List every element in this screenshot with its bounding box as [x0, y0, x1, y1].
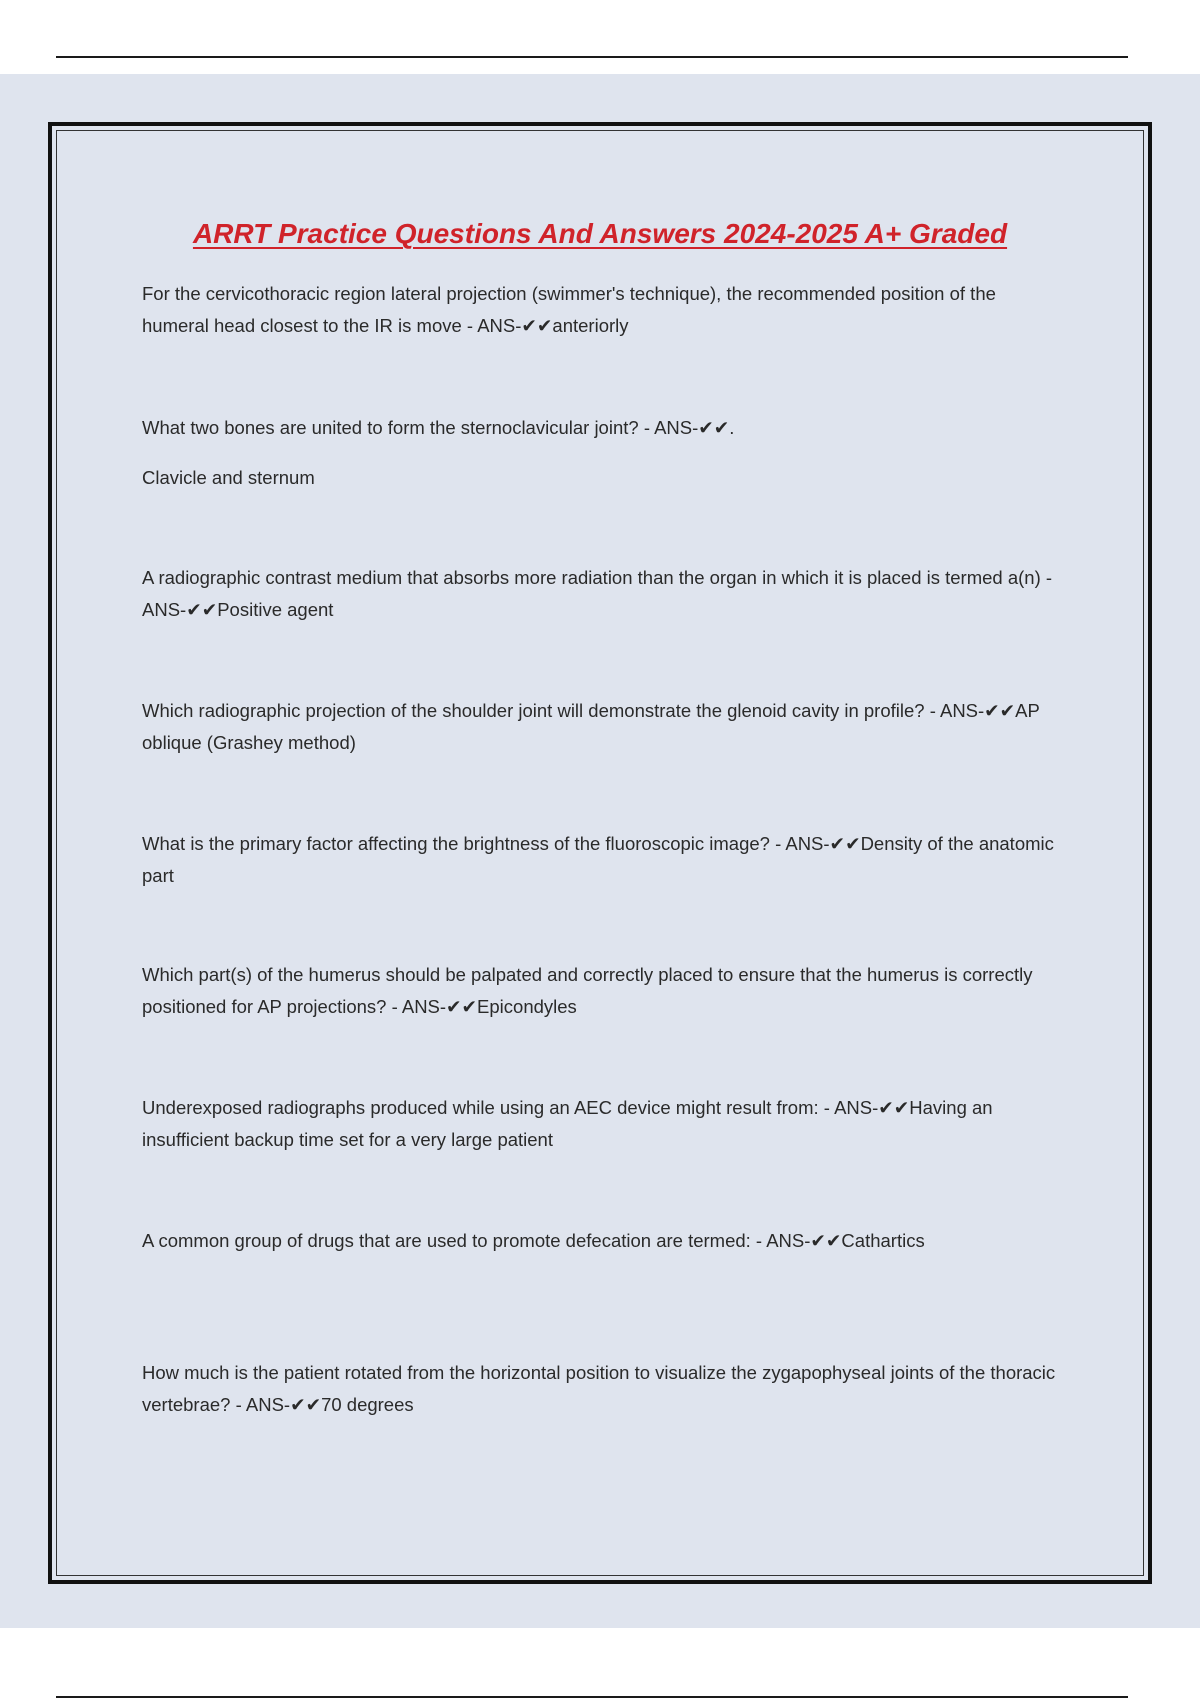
qa-item-positive-contrast: A radiographic contrast medium that absorbs more radiation than the organ in which it is placed is termed a(n) - ANS-✔✔Positive agent	[142, 567, 1053, 620]
top-divider	[56, 56, 1128, 58]
qa-item-fluoroscopic-brightness: What is the primary factor affecting the brightness of the fluoroscopic image? - ANS-✔✔Density of the anatomic part	[142, 833, 1054, 886]
qa-item-aec-underexposure: Underexposed radiographs produced while using an AEC device might result from: - ANS-✔✔Having an insufficient backup time set for a very large patient	[142, 1097, 993, 1150]
qa-item-glenoid-cavity: Which radiographic projection of the shoulder joint will demonstrate the glenoid cavity in profile? - ANS-✔✔AP oblique (Grashey method)	[142, 700, 1040, 753]
qa-item-swimmers-technique: For the cervicothoracic region lateral projection (swimmer's technique), the recommended position of the humeral head closest to the IR is move - ANS-✔✔anteriorly	[142, 283, 996, 336]
qa-answer-sternoclavicular-joint: Clavicle and sternum	[142, 467, 315, 488]
qa-item-sternoclavicular-joint: What two bones are united to form the sternoclavicular joint? - ANS-✔✔.	[142, 417, 735, 438]
qa-item-zygapophyseal-joints: How much is the patient rotated from the horizontal position to visualize the zygapophyseal joints of the thoracic vertebrae? - ANS-✔✔70 degrees	[142, 1362, 1056, 1415]
document-title: ARRT Practice Questions And Answers 2024-2025 A+ Graded	[192, 218, 1008, 249]
qa-item-humerus-epicondyles: Which part(s) of the humerus should be palpated and correctly placed to ensure that the humerus is correctly positioned for AP projections? - ANS-✔✔Epicondyles	[142, 964, 1033, 1017]
qa-item-cathartics: A common group of drugs that are used to promote defecation are termed: - ANS-✔✔Cathartics	[142, 1230, 925, 1251]
bottom-divider	[56, 1696, 1128, 1698]
